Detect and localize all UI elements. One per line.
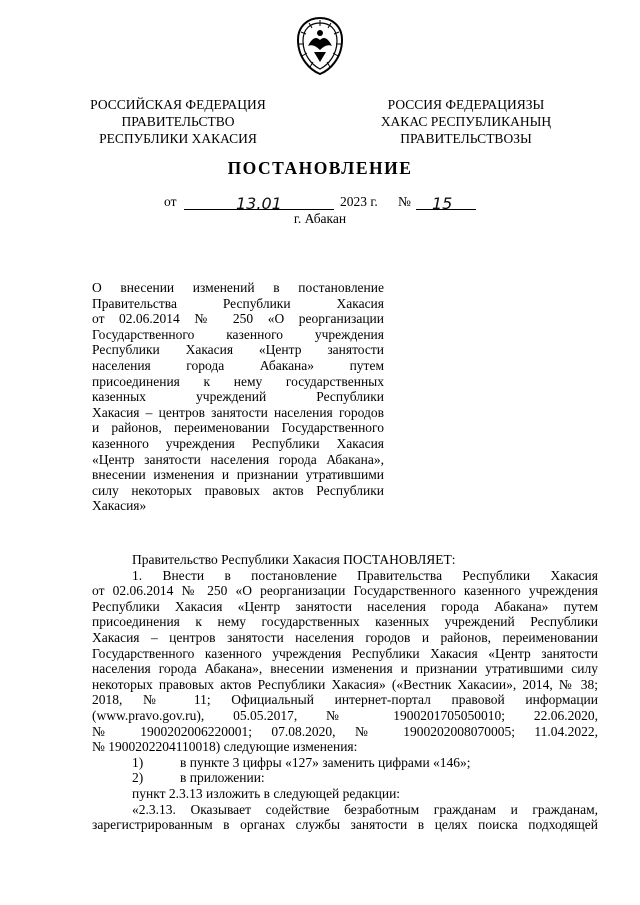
subject-line: и районов, переименовании Государственного [92, 420, 384, 436]
subject-line: казенного учреждения Республики Хакасия [92, 435, 384, 451]
preamble: Правительство Республики Хакасия ПОСТАНОВЛЯЕТ: [132, 552, 456, 567]
subject-line: населения города Абакана» путем [92, 357, 384, 373]
subject-line: от 02.06.2014 № 250 «О реорганизации [92, 311, 384, 327]
subject-line: О внесении изменений в постановление [92, 280, 384, 295]
clause-intro: пункт 2.3.13 изложить в следующей редакции: [132, 785, 401, 801]
document-title: ПОСТАНОВЛЕНИЕ [227, 158, 413, 178]
header-right-line: РОССИЯ ФЕДЕРАЦИЯЗЫ [387, 97, 545, 112]
paragraph-line: № 1900202006220001; 07.08.2020, № 1900202008070005; 11.04.2022, [92, 723, 598, 739]
year-label: 2023 г. [340, 194, 378, 209]
handwritten-number: 15 [432, 194, 453, 213]
subject-line: Республики Хакасия «Центр занятости [92, 342, 384, 358]
paragraph-line: населения города Абакана», внесении изменения и признании утратившими силу [92, 661, 598, 677]
subject-line: внесении изменения и признании утратившими [92, 467, 384, 483]
paragraph-line: Республики Хакасия «Центр занятости населения города Абакана» путем [92, 598, 598, 614]
subject-line: Государственного казенного учреждения [92, 326, 384, 342]
paragraph-line: от 02.06.2014 № 250 «О реорганизации Государственного казенного учреждения [92, 583, 598, 599]
list-item [92, 770, 598, 786]
subject-line: Хакасия» [92, 498, 147, 514]
coat-of-arms-emblem [294, 16, 346, 76]
header-left-line: РОССИЙСКАЯ ФЕДЕРАЦИЯ [90, 97, 266, 112]
subject-line: Хакасия – центров занятости населения городов [92, 404, 384, 420]
list-item-text: в пункте 3 цифры «127» заменить цифрами «146»; [180, 754, 471, 770]
header-right-line: ХАКАС РЕСПУБЛИКАНЫҢ [380, 114, 552, 129]
header-left-line: ПРАВИТЕЛЬСТВО [121, 114, 235, 129]
clause-line: зарегистрированным в органах службы занятости в целях поиска подходящей [92, 817, 598, 833]
header-right-line: ПРАВИТЕЛЬСТВОЗЫ [400, 131, 532, 146]
header-right [366, 96, 566, 147]
paragraph-line: (www.pravo.gov.ru), 05.05.2017, № 1900201705050010; 22.06.2020, [92, 707, 598, 723]
subject-line: силу некоторых правовых актов Республики [92, 482, 384, 498]
list-item-number: 2) [132, 770, 144, 786]
paragraph-line: 1. Внести в постановление Правительства Республики Хакасия [132, 567, 598, 583]
header-left-line: РЕСПУБЛИКИ ХАКАСИЯ [99, 131, 257, 146]
from-label: от [164, 194, 177, 209]
clause-line: «2.3.13. Оказывает содействие безработным гражданам и гражданам, [132, 801, 598, 817]
paragraph-line: Хакасия – центров занятости населения городов и районов, переименовании [92, 629, 598, 645]
subject-line: Правительства Республики Хакасия [92, 295, 384, 311]
city-label: г. Абакан [293, 211, 347, 226]
paragraph-line: присоединения к нему государственных казенных учреждений Республики [92, 614, 598, 630]
paragraph-line: Государственного казенного учреждения Республики Хакасия «Центр занятости [92, 645, 598, 661]
list-item [92, 755, 598, 771]
subject-line: присоединения к нему государственных [92, 373, 384, 389]
paragraph-line: некоторых правовых актов Республики Хакасия» («Вестник Хакасии», 2014, № 38; [92, 676, 598, 692]
list-item-number: 1) [132, 754, 144, 770]
subject-block [92, 280, 384, 514]
subject-line: «Центр занятости населения города Абакана», [92, 451, 384, 467]
document-body [92, 552, 598, 833]
paragraph-line: № 1900202204110018) следующие изменения: [92, 739, 358, 755]
subject-line: казенных учреждений Республики [92, 389, 384, 405]
number-label: № [398, 194, 411, 209]
handwritten-date: 13.01 [236, 194, 282, 213]
paragraph-line: 2018, № 11; Официальный интернет-портал правовой информации [92, 692, 598, 708]
header-left [78, 96, 278, 147]
list-item-text: в приложении: [180, 770, 265, 786]
